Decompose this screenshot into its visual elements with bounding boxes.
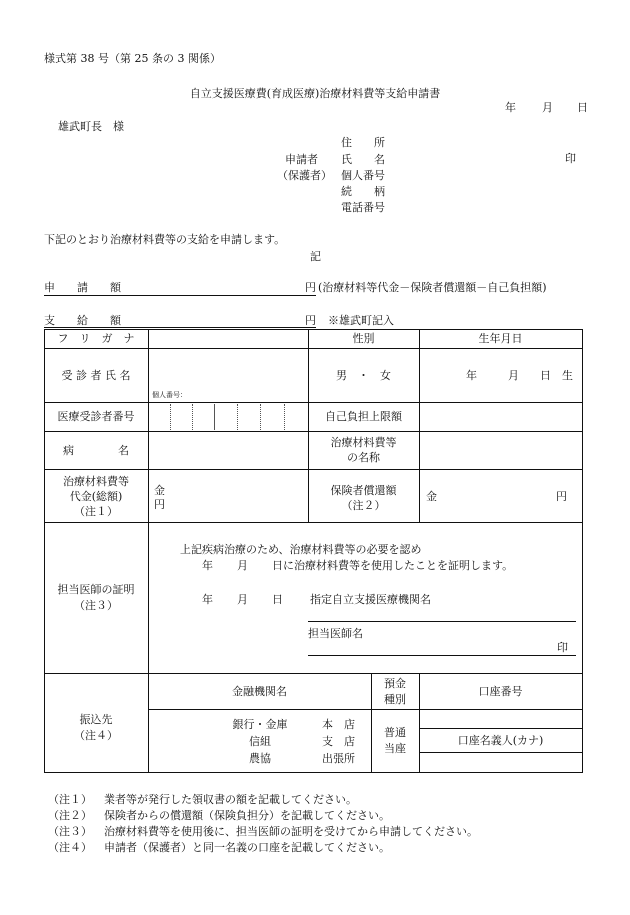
date-day: 日 xyxy=(577,101,588,114)
ki-marker: 記 xyxy=(310,250,321,263)
request-amount-yen: 円 xyxy=(305,281,316,294)
note-text: 申請者（保護者）と同一名義の口座を記載してください。 xyxy=(104,841,390,854)
doctor-name-label: 担当医師名 xyxy=(308,627,363,640)
furigana-label: フ リ ガ ナ xyxy=(57,332,135,345)
applicant-seal: 印 xyxy=(565,152,576,165)
deposit-type-header-2: 種別 xyxy=(384,693,406,706)
insurer-refund-kin: 金 xyxy=(426,490,437,503)
material-name-label-1: 治療材料費等 xyxy=(330,436,397,449)
payment-note: ※雄武町記入 xyxy=(328,314,394,327)
account-holder-label: 口座名義人(カナ) xyxy=(457,734,544,747)
note-text: 治療材料費等を使用後に、担当医師の証明を受けてから申請してください。 xyxy=(104,825,478,838)
birth-header: 生年月日 xyxy=(478,332,523,345)
request-amount-underline xyxy=(44,295,316,296)
branch-type-1: 本 店 xyxy=(322,718,355,731)
institution-underline xyxy=(308,621,576,622)
material-cost-label-2: 代金(総額) xyxy=(69,490,123,503)
material-cost-en: 円 xyxy=(154,498,165,511)
bank-institution-header: 金融機関名 xyxy=(232,685,287,698)
payment-amount-label: 支 給 額 xyxy=(44,314,121,327)
copay-limit-label: 自己負担上限額 xyxy=(325,410,402,423)
note-key: （注２） xyxy=(48,809,92,822)
request-intro: 下記のとおり治療材料費等の支給を申請します。 xyxy=(44,233,286,246)
patient-name-label: 受 診 者 氏 名 xyxy=(61,369,131,382)
my-number-label: 個人番号 xyxy=(341,169,385,182)
birth-day: 日 生 xyxy=(540,369,573,382)
material-name-label-2: の名称 xyxy=(347,451,380,464)
doctor-name-underline xyxy=(308,655,576,656)
applicant-label: 申請者 xyxy=(285,153,318,166)
payment-amount-yen: 円 xyxy=(305,314,316,327)
relation-label: 続 柄 xyxy=(341,185,385,198)
payment-amount-underline xyxy=(44,327,316,328)
note-text: 業者等が発行した領収書の額を記載してください。 xyxy=(104,793,357,806)
doctor-cert-line1: 上記疾病治療のため、治療材料費等の必要を認め xyxy=(180,543,422,556)
date-month: 月 xyxy=(542,101,553,114)
account-number-header: 口座番号 xyxy=(478,685,523,698)
material-cost-label-1: 治療材料費等 xyxy=(63,475,129,488)
phone-label: 電話番号 xyxy=(341,201,385,214)
doctor-cert-year: 年 xyxy=(202,559,213,572)
bank-note: （注４） xyxy=(74,729,118,742)
bank-label: 振込先 xyxy=(79,713,113,726)
branch-type-2: 支 店 xyxy=(322,735,355,748)
deposit-futsu: 普通 xyxy=(384,726,406,739)
note-key: （注３） xyxy=(48,825,92,838)
material-cost-kin: 金 xyxy=(154,484,165,497)
doctor-cert-month: 月 xyxy=(237,559,248,572)
deposit-type-header-1: 預金 xyxy=(384,677,406,690)
form-number: 様式第 38 号（第 25 条の 3 関係） xyxy=(44,52,221,65)
date-year: 年 xyxy=(505,101,516,114)
birth-year: 年 xyxy=(466,369,477,382)
doctor-date-month: 月 xyxy=(237,593,248,606)
doctor-seal: 印 xyxy=(557,641,568,654)
guardian-label: （保護者） xyxy=(277,169,332,182)
request-amount-label: 申 請 額 xyxy=(44,281,121,294)
insurer-refund-en: 円 xyxy=(556,490,567,503)
note-key: （注１） xyxy=(48,793,92,806)
request-amount-formula: (治療材料等代金－保険者償還額－自己負担額) xyxy=(318,281,547,294)
applicant-address-label: 住 所 xyxy=(341,136,385,149)
bank-type-2: 信組 xyxy=(249,735,271,748)
recipient-number-label: 医療受診者番号 xyxy=(57,410,135,423)
institution-label: 指定自立支援医療機関名 xyxy=(310,593,431,606)
doctor-cert-label: 担当医師の証明 xyxy=(57,583,135,596)
bank-type-3: 農協 xyxy=(249,752,271,765)
note-key: （注４） xyxy=(48,841,92,854)
addressee: 雄武町長 様 xyxy=(58,120,124,133)
doctor-date-day: 日 xyxy=(272,593,283,606)
sex-options: 男 ・ 女 xyxy=(336,369,391,382)
sex-header: 性別 xyxy=(352,332,375,345)
page-title: 自立支援医療費(育成医療)治療材料費等支給申請書 xyxy=(189,87,441,100)
doctor-cert-note: （注３） xyxy=(74,599,118,612)
bank-type-1: 銀行・金庫 xyxy=(232,718,288,731)
branch-type-3: 出張所 xyxy=(322,752,355,765)
deposit-toza: 当座 xyxy=(384,742,406,755)
applicant-name-label: 氏 名 xyxy=(341,153,385,166)
material-cost-note: （注１） xyxy=(74,505,118,518)
insurer-refund-label: 保険者償還額 xyxy=(330,484,397,497)
disease-label: 病 名 xyxy=(63,444,129,457)
patient-my-number-label: 個人番号： xyxy=(152,391,187,399)
doctor-date-year: 年 xyxy=(202,593,213,606)
insurer-refund-note: （注２） xyxy=(341,499,386,512)
birth-month: 月 xyxy=(508,369,519,382)
doctor-cert-line2: 日に治療材料費等を使用したことを証明します。 xyxy=(272,559,514,572)
note-text: 保険者からの償還額（保険負担分）を記載してください。 xyxy=(104,809,390,822)
